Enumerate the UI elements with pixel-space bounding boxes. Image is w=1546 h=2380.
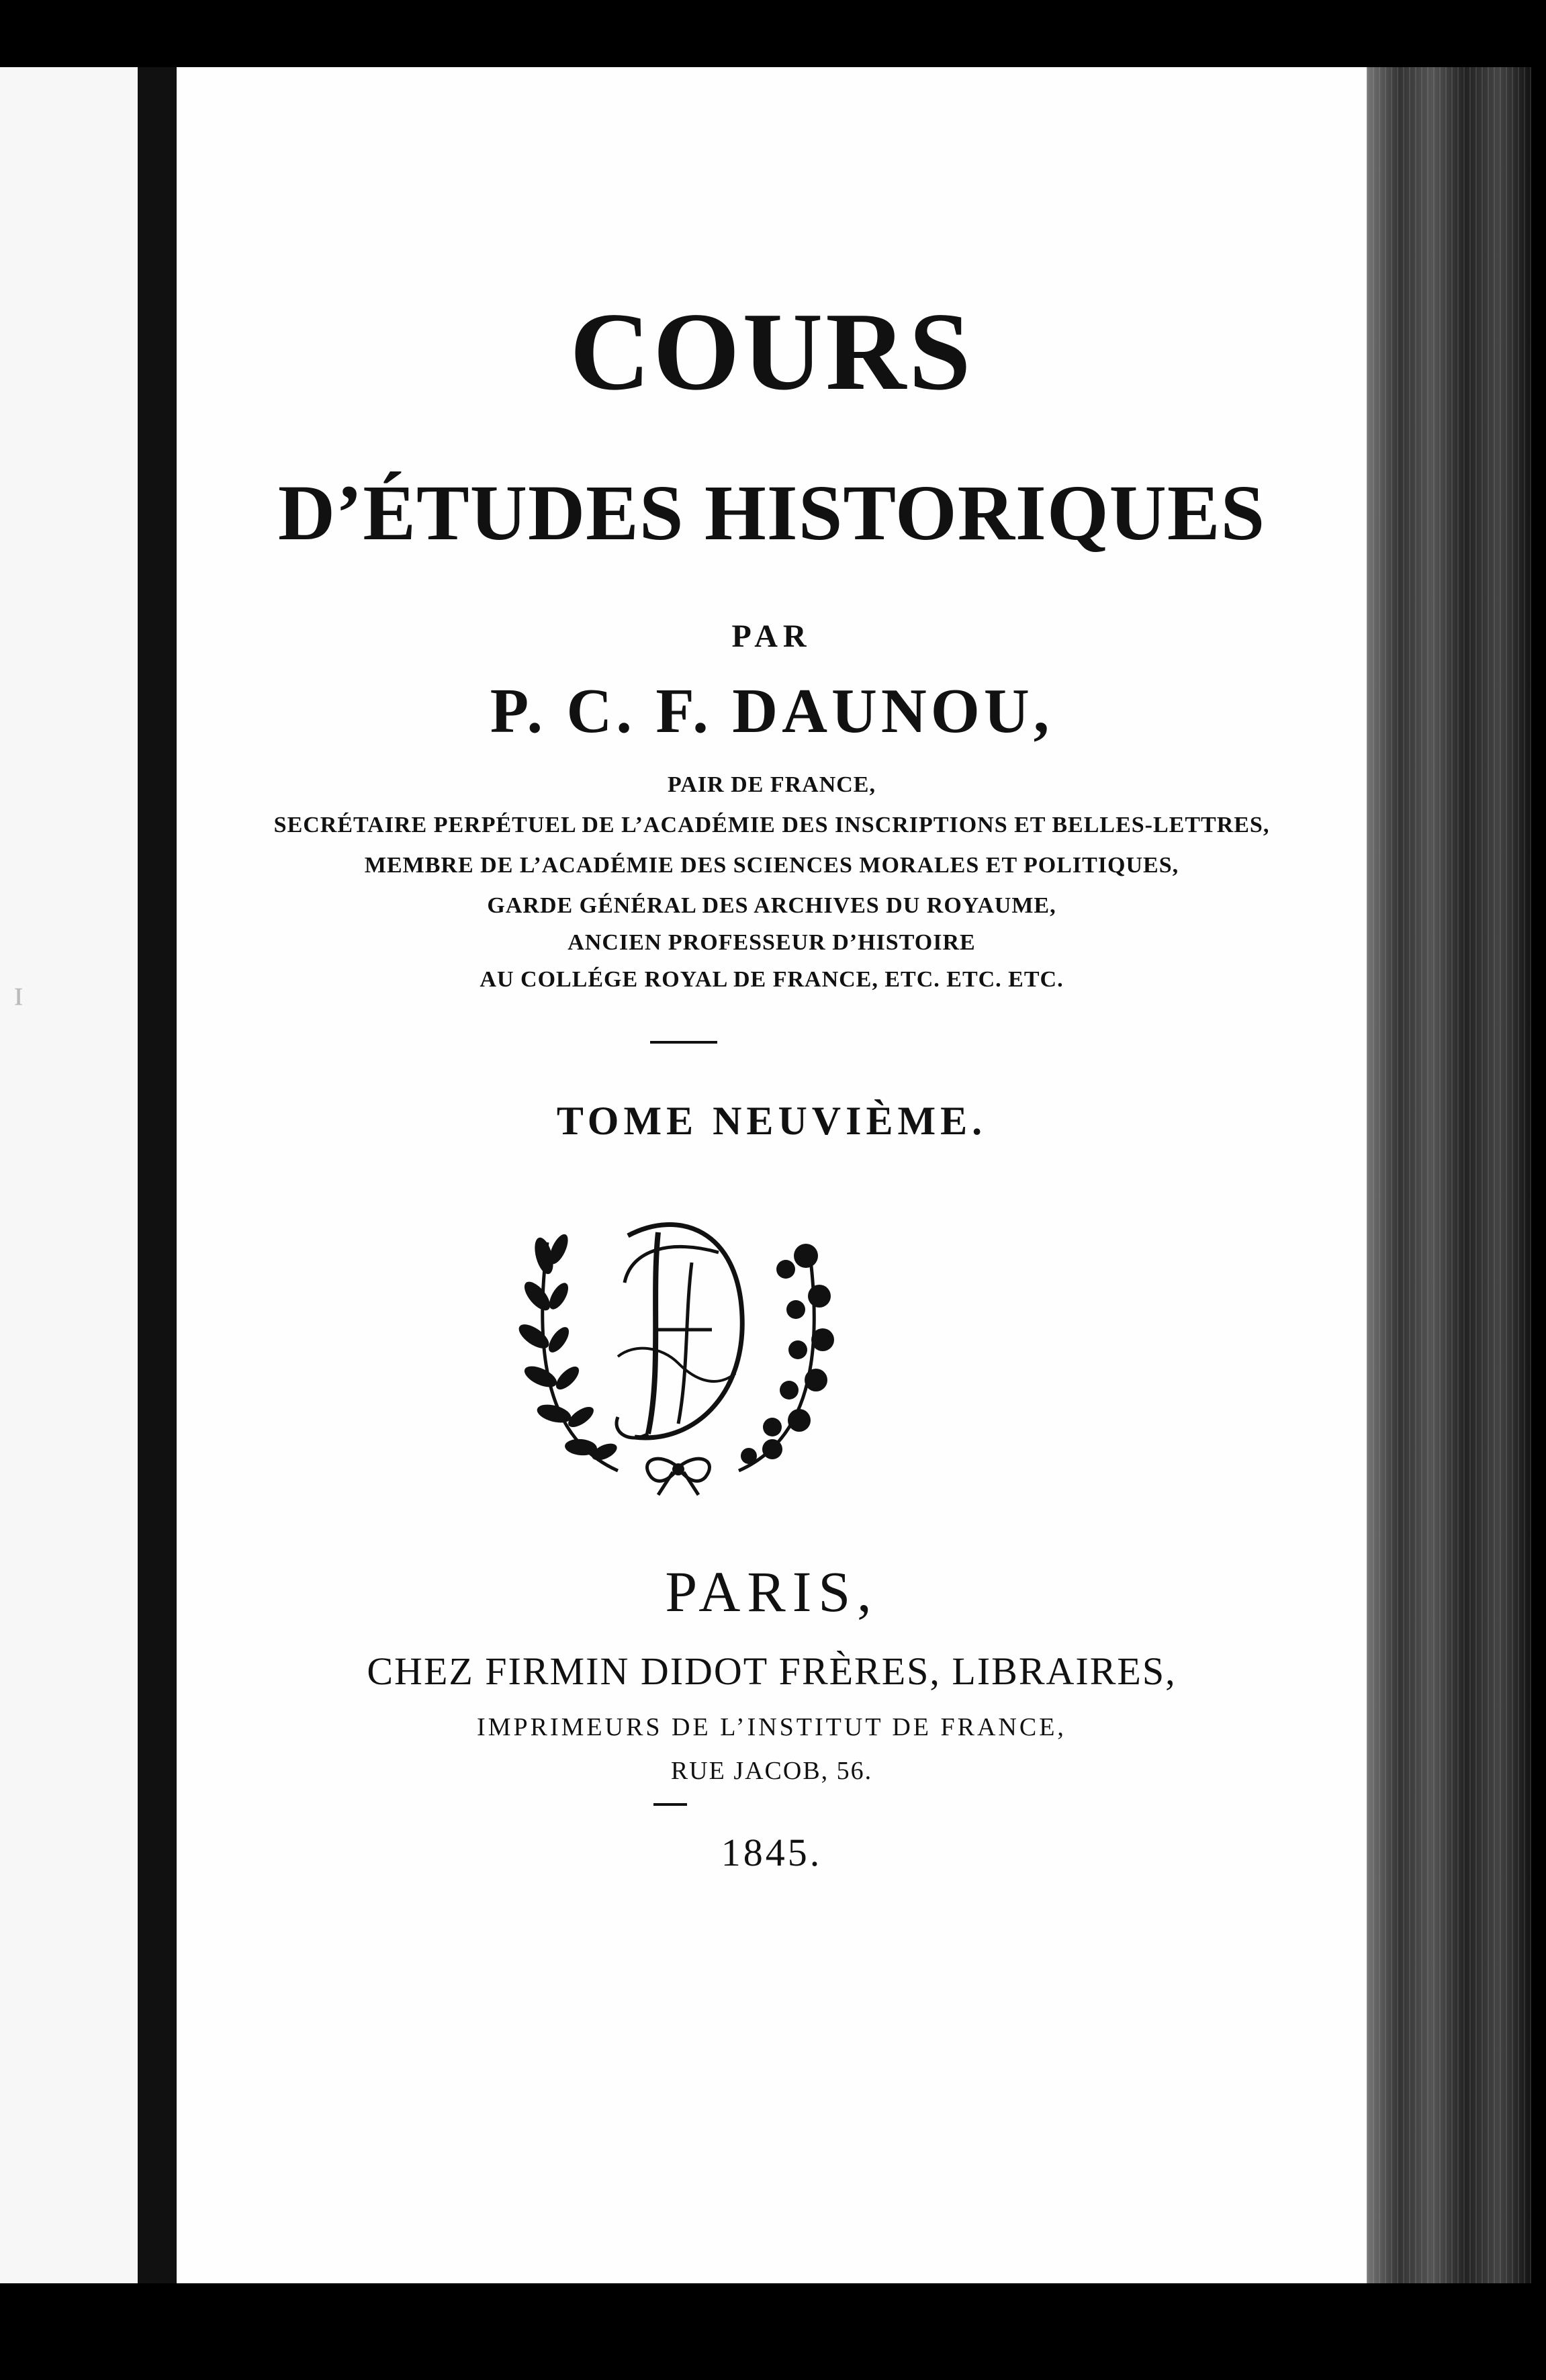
previous-page-mark: ᶦ bbox=[13, 968, 24, 1035]
author-qualification: GARDE GÉNÉRAL DES ARCHIVES DU ROYAUME, bbox=[487, 893, 1056, 918]
divider-rule bbox=[653, 1803, 687, 1806]
publication-year: 1845. bbox=[721, 1831, 823, 1874]
author-qualification: SECRÉTAIRE PERPÉTUEL DE L’ACADÉMIE DES INSCRIPTIONS ET BELLES-LETTRES, bbox=[273, 813, 1270, 837]
author-qualification: ANCIEN PROFESSEUR D’HISTOIRE bbox=[567, 930, 976, 955]
divider-rule bbox=[650, 1041, 717, 1044]
monogram-wreath-emblem bbox=[517, 1202, 839, 1498]
author-qualification: AU COLLÉGE ROYAL DE FRANCE, ETC. ETC. ETC. bbox=[480, 967, 1064, 992]
author-name: P. C. F. DAUNOU, bbox=[490, 676, 1054, 746]
title-line-2: D’ÉTUDES HISTORIQUES bbox=[277, 469, 1266, 557]
book-gutter bbox=[138, 67, 177, 2283]
by-line: PAR bbox=[731, 619, 812, 654]
publisher-title: IMPRIMEURS DE L’INSTITUT DE FRANCE, bbox=[477, 1713, 1066, 1741]
volume-label: TOME NEUVIÈME. bbox=[556, 1099, 987, 1143]
page-block-texture bbox=[1367, 67, 1531, 2283]
title-line-1: COURS bbox=[570, 289, 974, 413]
author-qualification: MEMBRE DE L’ACADÉMIE DES SCIENCES MORALES ET POLITIQUES, bbox=[364, 853, 1179, 878]
imprint-city: PARIS, bbox=[665, 1559, 878, 1624]
author-qualification: PAIR DE FRANCE, bbox=[668, 772, 876, 797]
publisher-address: RUE JACOB, 56. bbox=[670, 1757, 873, 1785]
publisher-name: CHEZ FIRMIN DIDOT FRÈRES, LIBRAIRES, bbox=[367, 1649, 1177, 1693]
previous-page-edge bbox=[0, 67, 148, 2283]
